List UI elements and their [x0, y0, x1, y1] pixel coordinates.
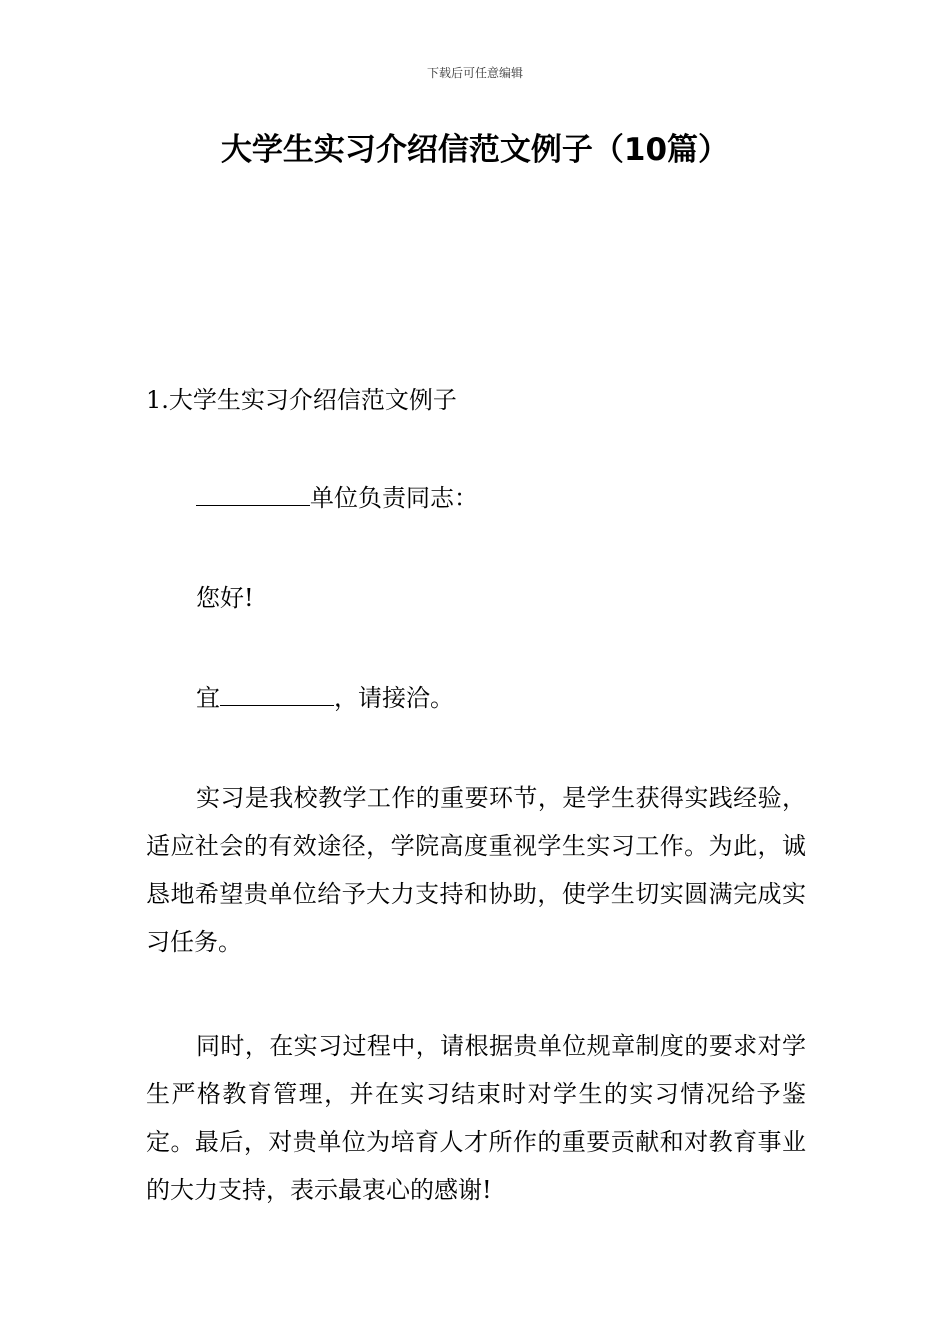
header-note: 下载后可任意编辑	[426, 66, 523, 80]
blank-underline	[220, 675, 334, 706]
intro-suffix: ，请接洽。	[334, 684, 454, 712]
intro-line	[146, 674, 806, 722]
document-title: 大学生实习介绍信范文例子（10篇）	[220, 132, 730, 168]
paragraph-1: 实习是我校教学工作的重要环节，是学生获得实践经验，适应社会的有效途径，学院高度重视学生实习工作。为此，诚恳地希望贵单位给予大力支持和协助，使学生切实圆满完成实习任务。	[146, 784, 806, 956]
paragraph-2: 同时，在实习过程中，请根据贵单位规章制度的要求对学生严格教育管理，并在实习结束时对学生的实习情况给予鉴定。最后，对贵单位为培育人才所作的重要贡献和对教育事业的大力支持，表示最衷心的感谢!	[146, 1032, 806, 1204]
salutation-line	[146, 474, 806, 522]
salutation-text: 单位负责同志：	[310, 484, 478, 512]
blank-underline	[196, 475, 310, 506]
intro-prefix: 宜	[196, 684, 220, 712]
greeting-line: 您好!	[196, 584, 254, 612]
section-heading: 1.大学生实习介绍信范文例子	[146, 386, 457, 414]
